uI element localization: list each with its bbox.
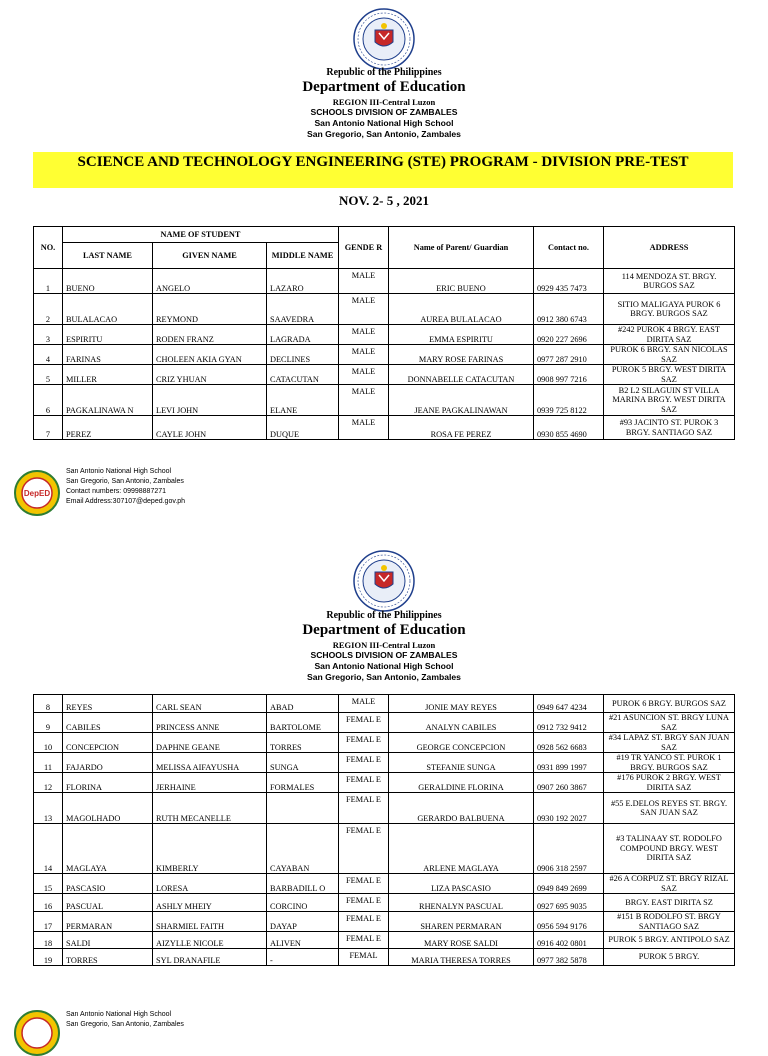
cell-no: 18 bbox=[34, 932, 63, 949]
table-row bbox=[34, 894, 735, 912]
cell-given-name: MELISSA AIFAYUSHA bbox=[153, 753, 267, 773]
table-row bbox=[34, 912, 735, 932]
cell-parent: GERARDO BALBUENA bbox=[389, 793, 534, 824]
department-title: Department of Education bbox=[302, 79, 466, 95]
school-logo-icon bbox=[14, 1010, 60, 1056]
cell-address: #34 LAPAZ ST. BRGY SAN JUAN SAZ bbox=[604, 733, 735, 753]
cell-gender: FEMAL E bbox=[339, 824, 389, 874]
cell-last-name: PASCASIO bbox=[63, 874, 153, 894]
cell-last-name: MAGLAYA bbox=[63, 824, 153, 874]
cell-given-name: CHOLEEN AKIA GYAN bbox=[153, 345, 267, 365]
cell-gender: FEMAL E bbox=[339, 733, 389, 753]
cell-gender: MALE bbox=[339, 269, 389, 294]
cell-parent: EMMA ESPIRITU bbox=[389, 325, 534, 345]
cell-last-name: CONCEPCION bbox=[63, 733, 153, 753]
cell-no: 16 bbox=[34, 894, 63, 912]
cell-gender: FEMAL E bbox=[339, 894, 389, 912]
col-gender-header: GENDE R bbox=[339, 227, 389, 269]
cell-contact: 0929 435 7473 bbox=[534, 269, 604, 294]
col-parent-header: Name of Parent/ Guardian bbox=[389, 227, 534, 269]
cell-last-name: FAJARDO bbox=[63, 753, 153, 773]
cell-no: 12 bbox=[34, 773, 63, 793]
cell-gender: MALE bbox=[339, 345, 389, 365]
cell-address: PUROK 5 BRGY. ANTIPOLO SAZ bbox=[604, 932, 735, 949]
cell-last-name: TORRES bbox=[63, 949, 153, 966]
cell-gender: FEMAL E bbox=[339, 932, 389, 949]
col-contact-header: Contact no. bbox=[534, 227, 604, 269]
cell-parent: AUREA BULALACAO bbox=[389, 294, 534, 325]
cell-parent: LIZA PASCASIO bbox=[389, 874, 534, 894]
cell-address: #242 PUROK 4 BRGY. EAST DIRITA SAZ bbox=[604, 325, 735, 345]
cell-address: SITIO MALIGAYA PUROK 6 BRGY. BURGOS SAZ bbox=[604, 294, 735, 325]
table-row bbox=[34, 345, 735, 365]
cell-middle-name: SUNGA bbox=[267, 753, 339, 773]
cell-no: 7 bbox=[34, 416, 63, 440]
region-line: REGION III-Central Luzon bbox=[332, 640, 436, 650]
cell-contact: 0916 402 0801 bbox=[534, 932, 604, 949]
cell-contact: 0949 849 2699 bbox=[534, 874, 604, 894]
cell-given-name: KIMBERLY bbox=[153, 824, 267, 874]
table-row bbox=[34, 824, 735, 874]
cell-gender: FEMAL E bbox=[339, 793, 389, 824]
cell-given-name: JERHAINE bbox=[153, 773, 267, 793]
cell-address: 114 MENDOZA ST. BRGY. BURGOS SAZ bbox=[604, 269, 735, 294]
cell-no: 6 bbox=[34, 385, 63, 416]
cell-last-name: BUENO bbox=[63, 269, 153, 294]
cell-given-name: ASHLY MHEIY bbox=[153, 894, 267, 912]
republic-line: Republic of the Philippines bbox=[326, 610, 442, 621]
cell-middle-name: LAGRADA bbox=[267, 325, 339, 345]
cell-contact: 0930 855 4690 bbox=[534, 416, 604, 440]
cell-no: 11 bbox=[34, 753, 63, 773]
col-given-name-header: GIVEN NAME bbox=[153, 243, 267, 269]
footer-email: Email Address:307107@deped.gov.ph bbox=[66, 498, 186, 505]
cell-middle-name: CORCINO bbox=[267, 894, 339, 912]
cell-parent: GEORGE CONCEPCION bbox=[389, 733, 534, 753]
cell-last-name: PEREZ bbox=[63, 416, 153, 440]
table-row bbox=[34, 773, 735, 793]
cell-no: 19 bbox=[34, 949, 63, 966]
cell-contact: 0931 899 1997 bbox=[534, 753, 604, 773]
cell-contact: 0949 647 4234 bbox=[534, 695, 604, 713]
deped-seal-icon bbox=[353, 8, 415, 70]
cell-gender: FEMAL E bbox=[339, 874, 389, 894]
cell-contact: 0956 594 9176 bbox=[534, 912, 604, 932]
table-row bbox=[34, 733, 735, 753]
school-logo-icon bbox=[14, 470, 60, 516]
cell-given-name: RODEN FRANZ bbox=[153, 325, 267, 345]
cell-no: 8 bbox=[34, 695, 63, 713]
cell-middle-name: - bbox=[267, 949, 339, 966]
cell-parent: STEFANIE SUNGA bbox=[389, 753, 534, 773]
cell-address: PUROK 5 BRGY. WEST DIRITA SAZ bbox=[604, 365, 735, 385]
cell-gender: MALE bbox=[339, 294, 389, 325]
cell-contact: 0977 382 5878 bbox=[534, 949, 604, 966]
cell-given-name: SYL DRANAFILE bbox=[153, 949, 267, 966]
cell-parent: SHAREN PERMARAN bbox=[389, 912, 534, 932]
student-roster-table-continued bbox=[33, 694, 735, 966]
cell-no: 5 bbox=[34, 365, 63, 385]
cell-last-name: PERMARAN bbox=[63, 912, 153, 932]
region-line: REGION III-Central Luzon bbox=[332, 97, 436, 107]
cell-last-name: MAGOLHADO bbox=[63, 793, 153, 824]
cell-address: #93 JACINTO ST. PUROK 3 BRGY. SANTIAGO SAZ bbox=[604, 416, 735, 440]
cell-last-name: BULALACAO bbox=[63, 294, 153, 325]
table-row bbox=[34, 365, 735, 385]
cell-gender: FEMAL E bbox=[339, 773, 389, 793]
school-address-line: San Gregorio, San Antonio, Zambales bbox=[307, 672, 461, 682]
school-line: San Antonio National High School bbox=[314, 661, 454, 671]
cell-address: PUROK 6 BRGY. BURGOS SAZ bbox=[604, 695, 735, 713]
cell-parent: MARY ROSE SALDI bbox=[389, 932, 534, 949]
cell-gender: MALE bbox=[339, 416, 389, 440]
school-address-line: San Gregorio, San Antonio, Zambales bbox=[307, 129, 461, 139]
cell-parent: ROSA FE PEREZ bbox=[389, 416, 534, 440]
cell-gender: FEMAL E bbox=[339, 912, 389, 932]
cell-contact: 0907 260 3867 bbox=[534, 773, 604, 793]
cell-middle-name: FORMALES bbox=[267, 773, 339, 793]
cell-contact: 0977 287 2910 bbox=[534, 345, 604, 365]
cell-parent: ANALYN CABILES bbox=[389, 713, 534, 733]
cell-contact: 0908 997 7216 bbox=[534, 365, 604, 385]
cell-middle-name: ABAD bbox=[267, 695, 339, 713]
cell-last-name: SALDI bbox=[63, 932, 153, 949]
table-row bbox=[34, 874, 735, 894]
table-row bbox=[34, 269, 735, 294]
cell-given-name: ANGELO bbox=[153, 269, 267, 294]
footer-address: San Gregorio, San Antonio, Zambales bbox=[66, 1021, 184, 1028]
program-banner-title: SCIENCE AND TECHNOLOGY ENGINEERING (STE) PROGRAM - DIVISION PRE-TEST bbox=[77, 154, 689, 170]
school-line: San Antonio National High School bbox=[314, 118, 454, 128]
cell-given-name: RUTH MECANELLE bbox=[153, 793, 267, 824]
deped-seal-icon bbox=[353, 550, 415, 612]
table-row bbox=[34, 416, 735, 440]
cell-last-name: FARINAS bbox=[63, 345, 153, 365]
footer-school: San Antonio National High School bbox=[66, 468, 172, 475]
footer-contact: Contact numbers: 09998887271 bbox=[66, 488, 167, 495]
cell-parent: ARLENE MAGLAYA bbox=[389, 824, 534, 874]
cell-given-name: PRINCESS ANNE bbox=[153, 713, 267, 733]
cell-no: 9 bbox=[34, 713, 63, 733]
cell-middle-name: CATACUTAN bbox=[267, 365, 339, 385]
col-name-of-student-header: NAME OF STUDENT bbox=[63, 227, 339, 243]
cell-last-name: PASCUAL bbox=[63, 894, 153, 912]
cell-middle-name: ALIVEN bbox=[267, 932, 339, 949]
cell-middle-name: CAYABAN bbox=[267, 824, 339, 874]
cell-contact: 0906 318 2597 bbox=[534, 824, 604, 874]
cell-no: 10 bbox=[34, 733, 63, 753]
cell-parent: RHENALYN PASCUAL bbox=[389, 894, 534, 912]
cell-contact: 0912 380 6743 bbox=[534, 294, 604, 325]
cell-gender: FEMAL bbox=[339, 949, 389, 966]
cell-contact: 0920 227 2696 bbox=[534, 325, 604, 345]
cell-no: 2 bbox=[34, 294, 63, 325]
cell-parent: MARIA THERESA TORRES bbox=[389, 949, 534, 966]
cell-given-name: CARL SEAN bbox=[153, 695, 267, 713]
cell-no: 1 bbox=[34, 269, 63, 294]
footer-school: San Antonio National High School bbox=[66, 1011, 172, 1018]
table-row bbox=[34, 695, 735, 713]
table-row bbox=[34, 325, 735, 345]
cell-given-name: DAPHNE GEANE bbox=[153, 733, 267, 753]
footer-info bbox=[66, 467, 185, 507]
cell-no: 4 bbox=[34, 345, 63, 365]
cell-last-name: CABILES bbox=[63, 713, 153, 733]
table-row bbox=[34, 949, 735, 966]
cell-given-name: LORESA bbox=[153, 874, 267, 894]
cell-last-name: ESPIRITU bbox=[63, 325, 153, 345]
cell-gender: MALE bbox=[339, 325, 389, 345]
cell-address: BRGY. EAST DIRITA SZ bbox=[604, 894, 735, 912]
cell-no: 3 bbox=[34, 325, 63, 345]
cell-last-name: REYES bbox=[63, 695, 153, 713]
cell-middle-name: DECLINES bbox=[267, 345, 339, 365]
cell-middle-name: TORRES bbox=[267, 733, 339, 753]
cell-contact: 0912 732 9412 bbox=[534, 713, 604, 733]
cell-middle-name: LAZARO bbox=[267, 269, 339, 294]
cell-middle-name: BARBADILL O bbox=[267, 874, 339, 894]
table-row bbox=[34, 932, 735, 949]
cell-gender: FEMAL E bbox=[339, 713, 389, 733]
cell-address: PUROK 6 BRGY. SAN NICOLAS SAZ bbox=[604, 345, 735, 365]
cell-last-name: PAGKALINAWA N bbox=[63, 385, 153, 416]
cell-contact: 0939 725 8122 bbox=[534, 385, 604, 416]
cell-parent: ERIC BUENO bbox=[389, 269, 534, 294]
cell-gender: MALE bbox=[339, 695, 389, 713]
cell-middle-name bbox=[267, 793, 339, 824]
republic-line: Republic of the Philippines bbox=[326, 67, 442, 78]
cell-middle-name: BARTOLOME bbox=[267, 713, 339, 733]
cell-address: #21 ASUNCION ST. BRGY LUNA SAZ bbox=[604, 713, 735, 733]
cell-parent: DONNABELLE CATACUTAN bbox=[389, 365, 534, 385]
test-date: NOV. 2- 5 , 2021 bbox=[338, 193, 430, 208]
cell-address: #3 TALINAAY ST. RODOLFO COMPOUND BRGY. WEST DIRITA SAZ bbox=[604, 824, 735, 874]
student-roster-table bbox=[33, 226, 735, 440]
cell-last-name: FLORINA bbox=[63, 773, 153, 793]
cell-no: 15 bbox=[34, 874, 63, 894]
cell-given-name: LEVI JOHN bbox=[153, 385, 267, 416]
cell-parent: GERALDINE FLORINA bbox=[389, 773, 534, 793]
cell-given-name: SHARMIEL FAITH bbox=[153, 912, 267, 932]
footer-info bbox=[66, 1010, 184, 1030]
cell-parent: MARY ROSE FARINAS bbox=[389, 345, 534, 365]
cell-address: #55 E.DELOS REYES ST. BRGY. SAN JUAN SAZ bbox=[604, 793, 735, 824]
school-logo-text: DepED bbox=[23, 489, 51, 498]
cell-given-name: AIZYLLE NICOLE bbox=[153, 932, 267, 949]
cell-middle-name: DUQUE bbox=[267, 416, 339, 440]
col-last-name-header: LAST NAME bbox=[63, 243, 153, 269]
cell-last-name: MILLER bbox=[63, 365, 153, 385]
cell-no: 13 bbox=[34, 793, 63, 824]
cell-given-name: CAYLE JOHN bbox=[153, 416, 267, 440]
cell-middle-name: DAYAP bbox=[267, 912, 339, 932]
cell-middle-name: SAAVEDRA bbox=[267, 294, 339, 325]
cell-parent: JONIE MAY REYES bbox=[389, 695, 534, 713]
cell-contact: 0928 562 6683 bbox=[534, 733, 604, 753]
cell-no: 17 bbox=[34, 912, 63, 932]
cell-gender: FEMAL E bbox=[339, 753, 389, 773]
cell-contact: 0927 695 9035 bbox=[534, 894, 604, 912]
table-row bbox=[34, 713, 735, 733]
col-middle-name-header: MIDDLE NAME bbox=[267, 243, 339, 269]
col-address-header: ADDRESS bbox=[604, 227, 735, 269]
footer-address: San Gregorio, San Antonio, Zambales bbox=[66, 478, 184, 485]
col-no-header: NO. bbox=[34, 227, 63, 269]
cell-middle-name: ELANE bbox=[267, 385, 339, 416]
table-row bbox=[34, 294, 735, 325]
cell-address: B2 L2 SILAGUIN ST VILLA MARINA BRGY. WEST DIRITA SAZ bbox=[604, 385, 735, 416]
cell-no: 14 bbox=[34, 824, 63, 874]
cell-given-name: CRIZ YHUAN bbox=[153, 365, 267, 385]
cell-gender: MALE bbox=[339, 385, 389, 416]
table-row bbox=[34, 385, 735, 416]
cell-address: #176 PUROK 2 BRGY. WEST DIRITA SAZ bbox=[604, 773, 735, 793]
cell-address: #19 TR YANCO ST. PUROK 1 BRGY. BURGOS SAZ bbox=[604, 753, 735, 773]
cell-contact: 0930 192 2027 bbox=[534, 793, 604, 824]
cell-gender: MALE bbox=[339, 365, 389, 385]
department-title: Department of Education bbox=[302, 622, 466, 638]
division-line: SCHOOLS DIVISION OF ZAMBALES bbox=[310, 107, 458, 117]
table-row bbox=[34, 753, 735, 773]
cell-parent: JEANE PAGKALINAWAN bbox=[389, 385, 534, 416]
cell-address: PUROK 5 BRGY. bbox=[604, 949, 735, 966]
division-line: SCHOOLS DIVISION OF ZAMBALES bbox=[310, 650, 458, 660]
table-row bbox=[34, 793, 735, 824]
cell-address: #151 B RODOLFO ST. BRGY SANTIAGO SAZ bbox=[604, 912, 735, 932]
cell-given-name: REYMOND bbox=[153, 294, 267, 325]
cell-address: #26 A CORPUZ ST. BRGY RIZAL SAZ bbox=[604, 874, 735, 894]
